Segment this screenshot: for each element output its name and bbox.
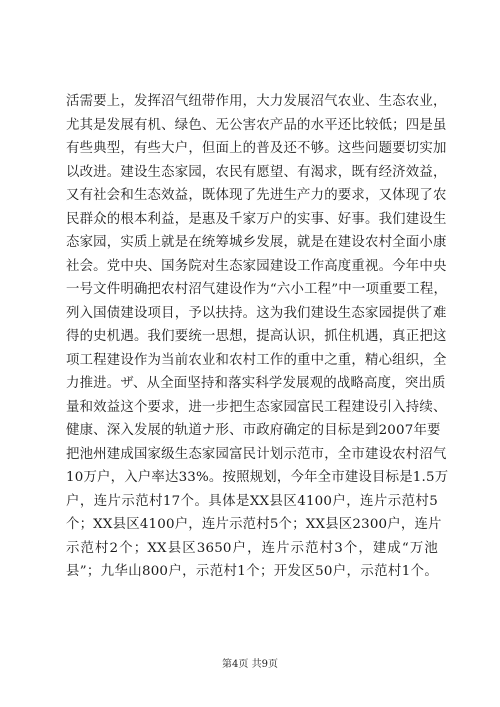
- text-line: 民群众的根本利益，是惠及千家万户的实事、好事。我们建设生: [66, 211, 447, 227]
- text-line: 又有社会和生态效益，既体现了先进生产力的要求，又体现了农: [66, 188, 447, 203]
- text-line: 县”；九华山800户，示范村1个；开发区50户，示范村1个。: [66, 564, 438, 579]
- text-line: 得的史机遇。我们要统一思想，提高认识，抓住机遇，真正把这: [66, 329, 447, 344]
- text-line: 户，连片示范村17个。具体是XX县区4100户，连片示范村5: [66, 493, 438, 509]
- text-line: 活需要上，发挥沼气纽带作用，大力发展沼气农业、生态农业，: [66, 94, 447, 109]
- page-number-footer: 第4页 共9页: [222, 659, 278, 670]
- text-line: 个；XX县区4100户，连片示范村5个；XX县区2300户，连片: [66, 517, 442, 532]
- text-line: 把池州建成国家级生态家园富民计划示范市，全市建设农村沼气: [66, 446, 447, 462]
- text-line: 一号文件明确把农村沼气建设作为“六小工程”中一项重要工程，: [66, 282, 448, 297]
- body-paragraph: [66, 90, 449, 584]
- text-line: 10万户，入户率达33%。按照规划，今年全市建设目标是1.5万: [66, 470, 449, 485]
- text-line: 项工程建设作为当前农业和农村工作的重中之重，精心组织，全: [66, 352, 447, 368]
- text-line: 有些典型，有些大户，但面上的普及还不够。这些问题要切实加: [66, 141, 447, 156]
- text-line: 社会。党中央、国务院对生态家园建设工作高度重视。今年中央: [66, 258, 447, 274]
- text-line: 力推进。ザ、从全面坚持和落实科学发展观的战略高度，突出质: [66, 376, 446, 391]
- text-line: 尤其是发展有机、绿色、无公害农产品的水平还比较低；四是虽: [66, 117, 447, 133]
- text-line: 态家园，实质上就是在统筹城乡发展，就是在建设农村全面小康: [66, 235, 447, 250]
- text-line: 列入国债建设项目，予以扶持。这为我们建设生态家园提供了难: [66, 305, 447, 321]
- text-line: 示范村2个；XX县区3650户，连片示范村3个，建成“万池: [66, 540, 438, 556]
- text-line: 健康、深入发展的轨道ナ形、市政府确定的目标是到2007年要: [66, 423, 441, 438]
- text-line: 量和效益这个要求，进一步把生态家园富民工程建设引入持续、: [66, 399, 447, 415]
- text-line: 以改进。建设生态家园，农民有愿望、有渴求，既有经济效益，: [66, 164, 447, 180]
